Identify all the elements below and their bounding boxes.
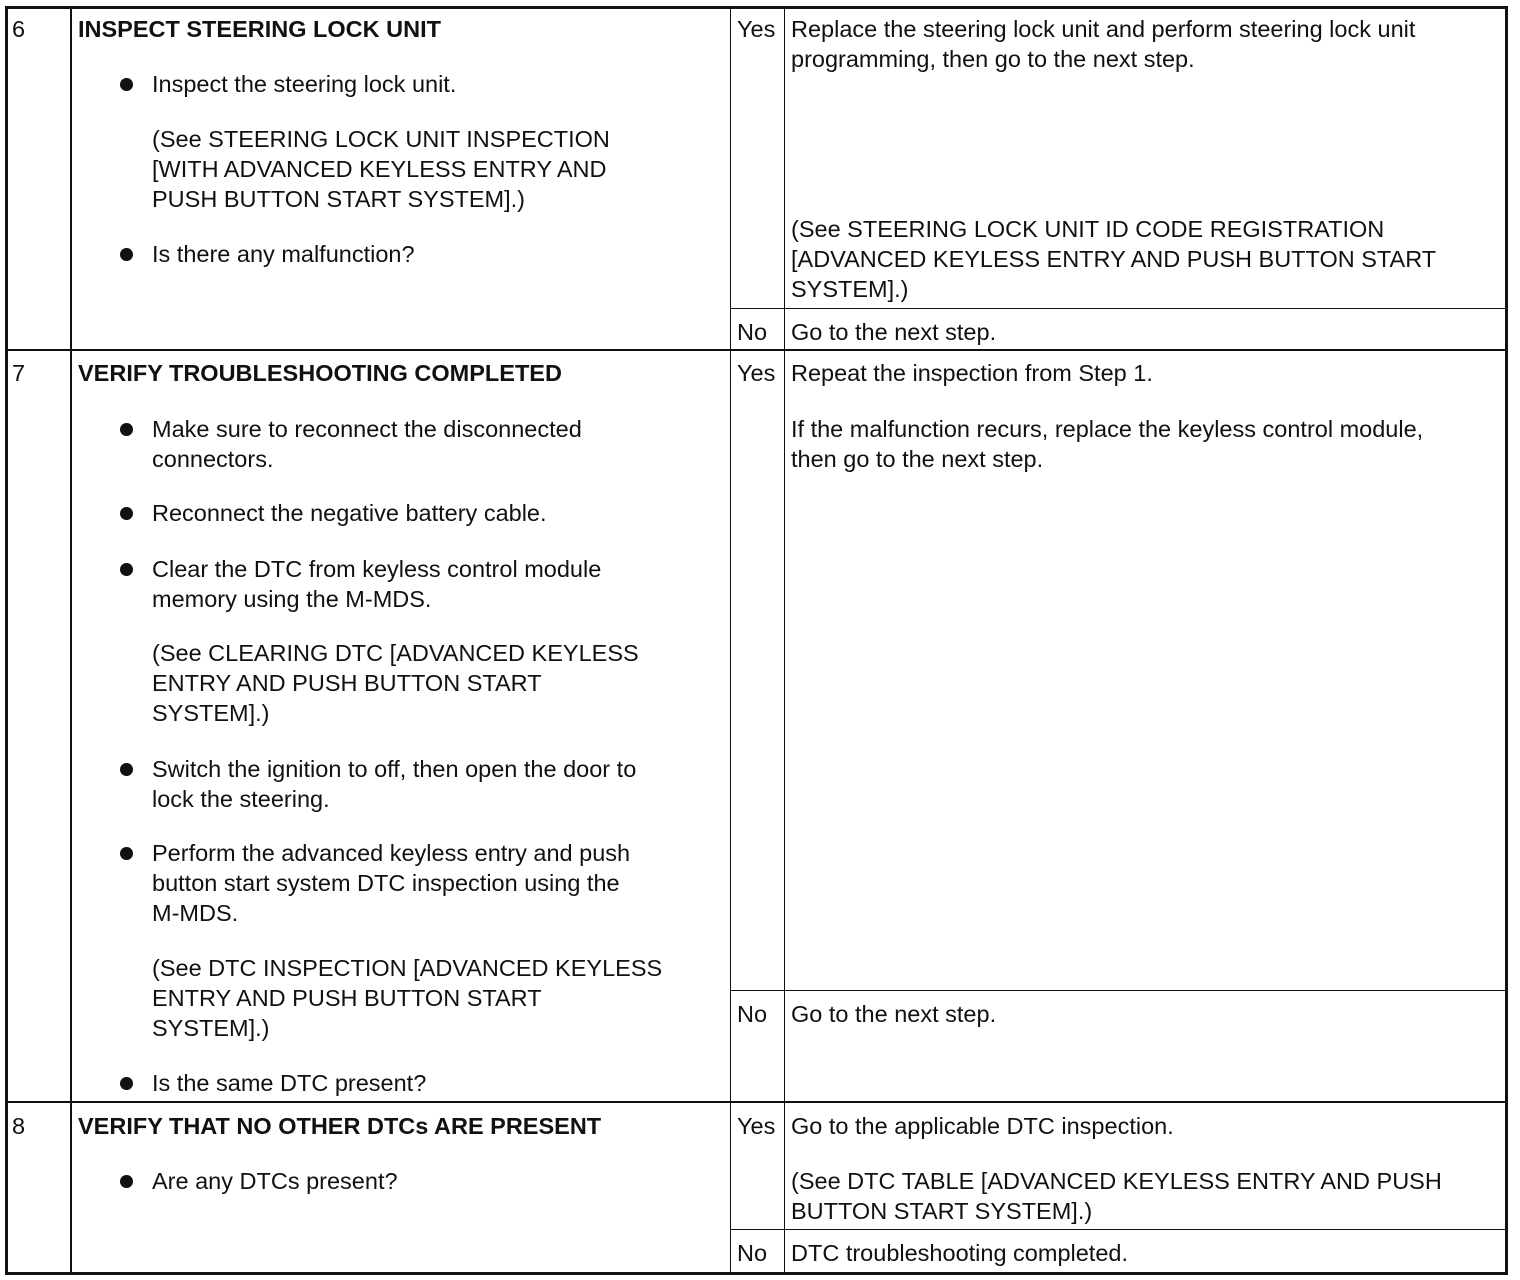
bullet-text: Is there any malfunction? (152, 241, 415, 267)
yes-label: Yes (737, 360, 776, 386)
reference-text: ENTRY AND PUSH BUTTON START (152, 670, 542, 696)
reference-text: PUSH BUTTON START SYSTEM].) (152, 186, 526, 212)
bullet-text: Make sure to reconnect the disconnected (152, 416, 582, 442)
step-title: VERIFY TROUBLESHOOTING COMPLETED (78, 360, 562, 386)
no-action: DTC troubleshooting completed. (791, 1240, 1129, 1266)
bullet-text: lock the steering. (152, 786, 330, 812)
no-action: Go to the next step. (791, 319, 997, 345)
step-title: INSPECT STEERING LOCK UNIT (78, 16, 441, 42)
bullet-text: button start system DTC inspection using the (152, 870, 620, 896)
bullet-text: Reconnect the negative battery cable. (152, 500, 547, 526)
yes-action: Go to the applicable DTC inspection. (791, 1113, 1174, 1139)
no-label: No (737, 319, 768, 345)
reference-text: SYSTEM].) (152, 1015, 270, 1041)
column-divider (730, 6, 731, 1275)
step-number: 6 (12, 16, 26, 42)
no-action: Go to the next step. (791, 1001, 997, 1027)
yes-reference: SYSTEM].) (791, 276, 909, 302)
yes-reference: BUTTON START SYSTEM].) (791, 1198, 1093, 1224)
bullet-icon (120, 563, 133, 576)
bullet-text: Switch the ignition to off, then open the door to (152, 756, 637, 782)
bullet-text: Inspect the steering lock unit. (152, 71, 457, 97)
bullet-text: connectors. (152, 446, 274, 472)
bullet-icon (120, 763, 133, 776)
row-divider (5, 349, 1508, 351)
step-title: VERIFY THAT NO OTHER DTCs ARE PRESENT (78, 1113, 602, 1139)
no-label: No (737, 1001, 768, 1027)
row-divider (5, 1101, 1508, 1103)
bullet-text: Perform the advanced keyless entry and push (152, 840, 631, 866)
bullet-icon (120, 1077, 133, 1090)
reference-text: ENTRY AND PUSH BUTTON START (152, 985, 542, 1011)
step-number: 7 (12, 360, 26, 386)
yes-action: programming, then go to the next step. (791, 46, 1195, 72)
yes-no-divider (730, 1229, 1508, 1230)
reference-text: [WITH ADVANCED KEYLESS ENTRY AND (152, 156, 607, 182)
step-number: 8 (12, 1113, 26, 1139)
yes-label: Yes (737, 1113, 776, 1139)
bullet-text: Clear the DTC from keyless control module (152, 556, 602, 582)
yes-reference: (See DTC TABLE [ADVANCED KEYLESS ENTRY AND PUSH (791, 1168, 1442, 1194)
bullet-icon (120, 507, 133, 520)
bullet-text: M-MDS. (152, 900, 239, 926)
bullet-icon (120, 78, 133, 91)
reference-text: (See DTC INSPECTION [ADVANCED KEYLESS (152, 955, 663, 981)
column-divider (784, 6, 785, 1275)
yes-reference: [ADVANCED KEYLESS ENTRY AND PUSH BUTTON START (791, 246, 1437, 272)
yes-action: then go to the next step. (791, 446, 1044, 472)
yes-action: Replace the steering lock unit and perform steering lock unit (791, 16, 1416, 42)
yes-no-divider (730, 308, 1508, 309)
bullet-icon (120, 248, 133, 261)
bullet-icon (120, 847, 133, 860)
no-label: No (737, 1240, 768, 1266)
yes-action: If the malfunction recurs, replace the keyless control module, (791, 416, 1424, 442)
bullet-icon (120, 1175, 133, 1188)
yes-action: Repeat the inspection from Step 1. (791, 360, 1153, 386)
bullet-text: memory using the M-MDS. (152, 586, 432, 612)
reference-text: (See STEERING LOCK UNIT INSPECTION (152, 126, 610, 152)
bullet-icon (120, 423, 133, 436)
reference-text: (See CLEARING DTC [ADVANCED KEYLESS (152, 640, 639, 666)
yes-no-divider (730, 990, 1508, 991)
yes-label: Yes (737, 16, 776, 42)
bullet-text: Are any DTCs present? (152, 1168, 398, 1194)
bullet-text: Is the same DTC present? (152, 1070, 427, 1096)
reference-text: SYSTEM].) (152, 700, 270, 726)
yes-reference: (See STEERING LOCK UNIT ID CODE REGISTRATION (791, 216, 1385, 242)
column-divider (70, 6, 72, 1275)
